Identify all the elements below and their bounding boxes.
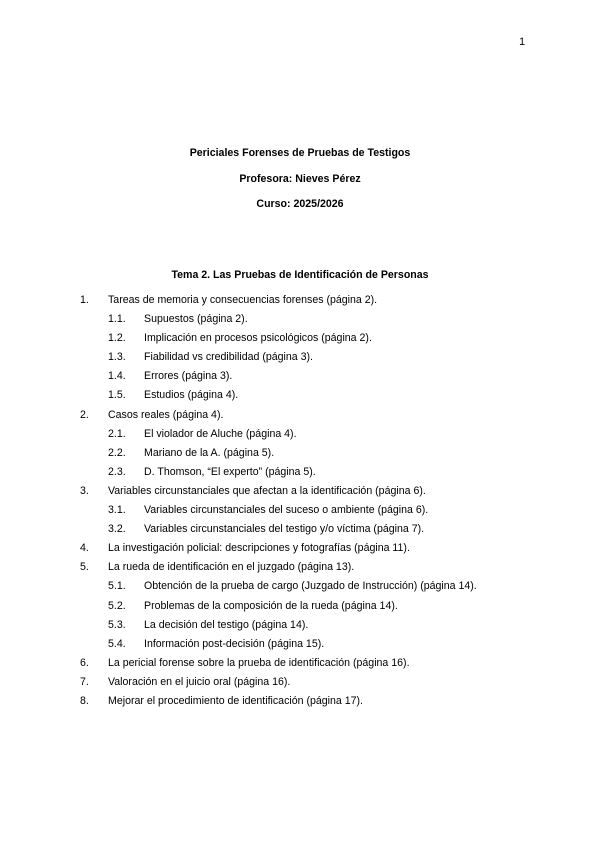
toc-subitem <box>0 637 600 656</box>
toc-item <box>0 541 600 560</box>
toc-item-number: 7. <box>80 675 89 688</box>
toc-item-number: 1. <box>80 294 89 306</box>
toc-subitem <box>0 369 600 388</box>
toc-item-text: La decisión del testigo (página 14). <box>144 618 309 631</box>
toc-item-number: 4. <box>80 542 89 555</box>
toc-item-number: 6. <box>80 656 89 669</box>
toc-item <box>0 560 600 579</box>
toc-item-text: Implicación en procesos psicológicos (página 2). <box>144 332 372 345</box>
toc-item-number: 1.4. <box>108 370 126 383</box>
toc-item-text: Mariano de la A. (página 5). <box>144 446 275 459</box>
toc-subitem <box>0 618 600 637</box>
toc-subitem <box>0 522 600 541</box>
toc-item-number: 1.1. <box>108 313 126 326</box>
toc-subitem <box>0 579 600 598</box>
toc-item-number: 3.1. <box>108 504 126 517</box>
toc-item-text: Estudios (página 4). <box>144 389 239 402</box>
toc-item <box>0 293 600 312</box>
toc-item-number: 2.1. <box>108 427 126 440</box>
toc-item-number: 2.2. <box>108 446 126 459</box>
page-number: 1 <box>519 36 525 48</box>
toc-subitem <box>0 312 600 331</box>
toc-item-text: Variables circunstanciales del suceso o ambiente (página 6). <box>144 504 429 517</box>
toc-item-text: Variables circunstanciales del testigo y/o víctima (página 7). <box>144 523 425 536</box>
toc-subitem <box>0 503 600 522</box>
toc-subitem <box>0 388 600 407</box>
course-year-line: Curso: 2025/2026 <box>256 198 344 210</box>
toc-item-number: 5.2. <box>108 599 126 612</box>
toc-item-number: 1.2. <box>108 332 126 345</box>
course-title: Periciales Forenses de Pruebas de Testigos <box>189 147 411 159</box>
toc-item-text: Obtención de la prueba de cargo (Juzgado de Instrucción) (página 14). <box>144 580 477 593</box>
table-of-contents <box>0 293 600 713</box>
professor-line: Profesora: Nieves Pérez <box>239 173 361 185</box>
toc-item-text: Información post-decisión (página 15). <box>144 637 325 650</box>
toc-item-number: 2.3. <box>108 465 126 478</box>
toc-item <box>0 656 600 675</box>
toc-subitem <box>0 350 600 369</box>
toc-item-number: 3. <box>80 484 89 497</box>
toc-item <box>0 408 600 427</box>
toc-item-text: Variables circunstanciales que afectan a la identificación (página 6). <box>108 484 426 497</box>
toc-item-number: 5. <box>80 561 89 574</box>
toc-item <box>0 484 600 503</box>
toc-item-text: Problemas de la composición de la rueda (página 14). <box>144 599 398 612</box>
toc-item-number: 5.1. <box>108 580 126 593</box>
toc-subitem <box>0 331 600 350</box>
toc-item-text: Casos reales (página 4). <box>108 408 224 421</box>
toc-item-text: Tareas de memoria y consecuencias forenses (página 2). <box>108 294 378 306</box>
toc-subitem <box>0 446 600 465</box>
toc-item-number: 8. <box>80 694 89 707</box>
toc-item-text: Valoración en el juicio oral (página 16). <box>108 675 291 688</box>
toc-item-text: Fiabilidad vs credibilidad (página 3). <box>144 351 314 364</box>
toc-item-number: 2. <box>80 408 89 421</box>
toc-item-number: 5.4. <box>108 637 126 650</box>
toc-item-text: La pericial forense sobre la prueba de identificación (página 16). <box>108 656 410 669</box>
toc-item-text: El violador de Aluche (página 4). <box>144 427 297 440</box>
toc-subitem <box>0 599 600 618</box>
toc-item-text: La investigación policial: descripciones y fotografías (página 11). <box>108 542 410 555</box>
toc-subitem <box>0 427 600 446</box>
toc-item <box>0 694 600 713</box>
toc-item-text: La rueda de identificación en el juzgado (página 13). <box>108 561 355 574</box>
toc-item <box>0 675 600 694</box>
toc-item-text: Errores (página 3). <box>144 370 233 383</box>
toc-item-text: Supuestos (página 2). <box>144 313 248 326</box>
toc-subitem <box>0 465 600 484</box>
toc-item-text: D. Thomson, “El experto” (página 5). <box>144 465 316 478</box>
toc-item-number: 5.3. <box>108 618 126 631</box>
toc-item-number: 3.2. <box>108 523 126 536</box>
toc-item-number: 1.3. <box>108 351 126 364</box>
toc-item-number: 1.5. <box>108 389 126 402</box>
toc-item-text: Mejorar el procedimiento de identificación (página 17). <box>108 694 363 707</box>
topic-title: Tema 2. Las Pruebas de Identificación de Personas <box>171 269 429 281</box>
